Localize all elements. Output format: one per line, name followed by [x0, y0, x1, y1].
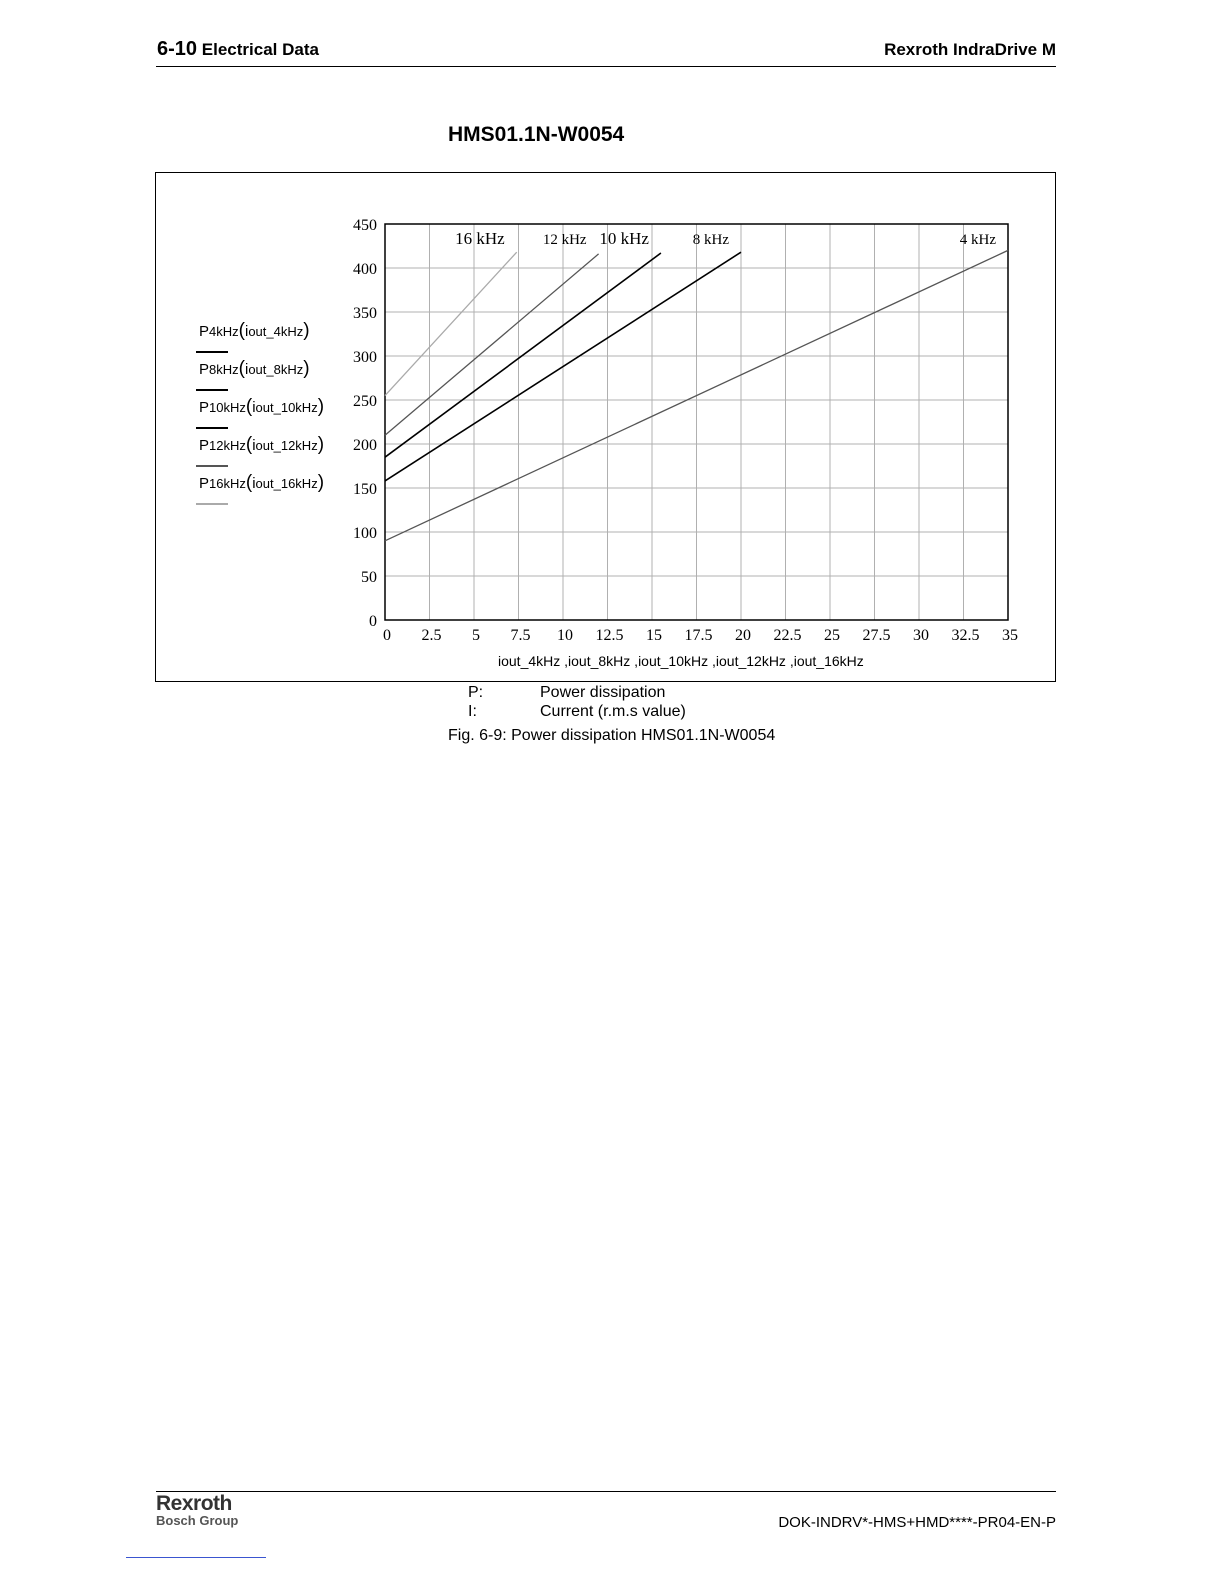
legend-swatch: [196, 427, 228, 429]
legend-symbol: P: [199, 323, 210, 340]
chart-legend: [199, 318, 359, 508]
y-tick-label: 300: [353, 349, 377, 366]
y-tick-label: 450: [353, 217, 377, 234]
series-label: 12 kHz: [542, 232, 587, 248]
legend-subscript: 8kHz: [209, 362, 239, 377]
note-key: P:: [468, 684, 484, 701]
legend-arg-subscript: out_16kHz: [255, 476, 318, 491]
x-tick-label: 35: [1002, 627, 1018, 644]
legend-subscript: 16kHz: [209, 476, 246, 491]
legend-swatch: [196, 389, 228, 391]
legend-item-8khz: P8kHz(iout_8kHz): [199, 356, 359, 394]
y-tick-label: 200: [353, 437, 377, 454]
legend-arg: i: [252, 475, 256, 492]
legend-symbol: P: [199, 475, 210, 492]
note-value: Current (r.m.s value): [540, 703, 686, 720]
chart-title: HMS01.1N-W0054: [448, 123, 625, 146]
series-label: 16 kHz: [455, 229, 505, 248]
legend-symbol: P: [199, 399, 210, 416]
legend-arg: i: [244, 323, 249, 340]
legend-subscript: 12kHz: [209, 438, 246, 453]
x-tick-label: 12.5: [595, 627, 624, 644]
legend-symbol: P: [199, 437, 210, 454]
x-tick-label: 0: [383, 627, 391, 644]
legend-arg: i: [252, 437, 256, 454]
legend-arg: i: [244, 361, 249, 378]
y-tick-label: 400: [353, 261, 377, 278]
y-tick-label: 250: [353, 393, 377, 410]
power-dissipation-chart: [0, 0, 1224, 700]
legend-arg-subscript: out_4kHz: [248, 324, 304, 339]
legend-item-16khz: P16kHz(iout_16kHz): [199, 470, 359, 508]
x-tick-label: 25: [824, 627, 840, 644]
rexroth-logo: [156, 1492, 238, 1528]
legend-item-10khz: P10kHz(iout_10kHz): [199, 394, 359, 432]
product-name: Rexroth IndraDrive M: [884, 40, 1056, 59]
y-tick-label: 100: [353, 525, 377, 542]
y-tick-label: 50: [361, 569, 377, 586]
logo-group: Bosch Group: [156, 1513, 239, 1528]
logo-brand: Rexroth: [156, 1492, 232, 1515]
section-number: 6-10: [157, 38, 198, 60]
x-tick-label: 5: [472, 627, 480, 644]
legend-arg-subscript: out_10kHz: [255, 400, 318, 415]
y-tick-label: 150: [353, 481, 377, 498]
x-tick-label: 30: [913, 627, 929, 644]
series-label: 4 kHz: [959, 232, 996, 248]
document-id: DOK-INDRV*-HMS+HMD****-PR04-EN-P: [778, 1514, 1056, 1531]
legend-item-4khz: P4kHz(iout_4kHz): [199, 318, 359, 356]
legend-arg-subscript: out_8kHz: [248, 362, 304, 377]
legend-swatch: [196, 503, 228, 505]
footer-link-rule: [126, 1557, 266, 1558]
note-power: [468, 684, 666, 702]
legend-symbol: P: [199, 361, 210, 378]
x-tick-label: 10: [557, 627, 573, 644]
x-tick-label: 17.5: [684, 627, 713, 644]
x-tick-label: 7.5: [510, 627, 531, 644]
legend-arg-subscript: out_12kHz: [255, 438, 318, 453]
legend-arg: i: [252, 399, 256, 416]
y-tick-label: 0: [369, 613, 377, 630]
figure-caption: Fig. 6-9: Power dissipation HMS01.1N-W0054: [448, 727, 776, 744]
x-tick-label: 32.5: [951, 627, 980, 644]
x-tick-label: 20: [735, 627, 751, 644]
x-tick-label: 27.5: [862, 627, 891, 644]
section-title: Electrical Data: [201, 40, 319, 59]
series-line: [385, 254, 599, 435]
note-key: I:: [468, 703, 477, 720]
legend-subscript: 10kHz: [209, 400, 246, 415]
series-line: [385, 253, 661, 457]
series-label: 8 kHz: [692, 232, 729, 248]
x-axis-label: iout_4kHz ,iout_8kHz ,iout_10kHz ,iout_12kHz ,iout_16kHz: [498, 653, 864, 669]
y-tick-label: 350: [353, 305, 377, 322]
x-tick-label: 15: [646, 627, 662, 644]
x-tick-label: 22.5: [773, 627, 802, 644]
note-value: Power dissipation: [540, 684, 666, 701]
legend-item-12khz: P12kHz(iout_12kHz): [199, 432, 359, 470]
footer-divider: [156, 1491, 1056, 1492]
legend-swatch: [196, 351, 228, 353]
legend-subscript: 4kHz: [209, 324, 239, 339]
x-tick-label: 2.5: [421, 627, 442, 644]
note-current: [468, 703, 686, 721]
legend-swatch: [196, 465, 228, 467]
series-label: 10 kHz: [599, 229, 649, 248]
